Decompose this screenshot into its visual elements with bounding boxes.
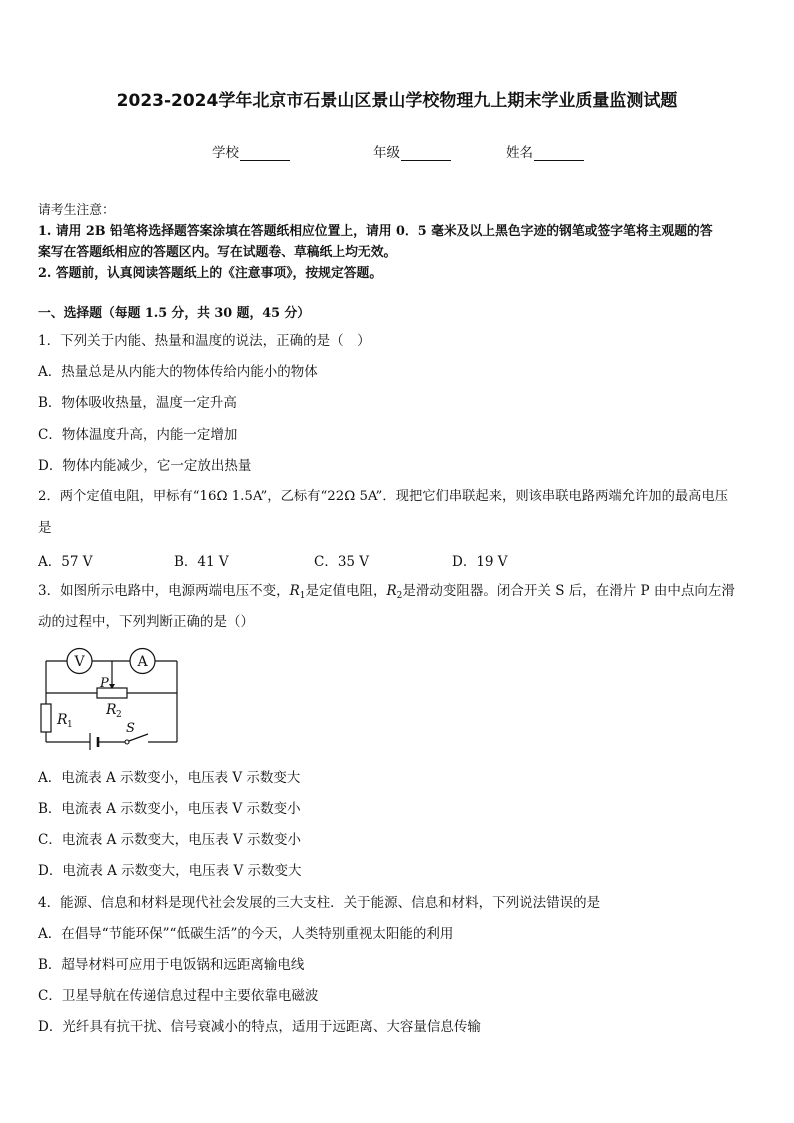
q3-r1-symbol: R bbox=[289, 583, 300, 599]
r2-subscript: 2 bbox=[116, 710, 122, 720]
circuit-diagram bbox=[38, 644, 184, 750]
q1-stem: 1．下列关于内能、热量和温度的说法，正确的是（ ） bbox=[38, 333, 371, 349]
q4-stem: 4．能源、信息和材料是现代社会发展的三大支柱．关于能源、信息和材料，下列说法错误的是 bbox=[38, 895, 601, 911]
notice-heading: 请考生注意： bbox=[38, 203, 115, 218]
q4-option-c: C．卫星导航在传递信息过程中主要依靠电磁波 bbox=[38, 988, 319, 1004]
q3-option-c: C．电流表 A 示数变大，电压表 V 示数变小 bbox=[38, 832, 301, 848]
q1-option-b: B．物体吸收热量，温度一定升高 bbox=[38, 395, 237, 411]
grade-label: 年级 bbox=[373, 145, 400, 161]
name-field bbox=[506, 141, 584, 161]
q3-stem-part-3: 是滑动变阻器。闭合开关 S 后，在滑片 P 由中点向左滑 bbox=[402, 583, 735, 599]
q4-option-a: A．在倡导“节能环保”“低碳生活”的今天，人类特别重视太阳能的利用 bbox=[38, 926, 454, 942]
school-field bbox=[212, 141, 290, 161]
q3-r2-subscript: 2 bbox=[396, 591, 403, 601]
resistor-r1-icon bbox=[41, 704, 51, 732]
q3-option-b: B．电流表 A 示数变小，电压表 V 示数变小 bbox=[38, 801, 301, 817]
slider-label: P bbox=[100, 676, 109, 691]
q3-r2-symbol: R bbox=[386, 583, 397, 599]
q2-stem-line-2: 是 bbox=[38, 520, 52, 536]
voltmeter-label: V bbox=[74, 654, 85, 670]
q2-stem-line-1: 2．两个定值电阻，甲标有“16Ω 1.5A”，乙标有“22Ω 5A”．现把它们串联起来，则该串联电路两端允许加的最高电压 bbox=[38, 489, 729, 504]
notice-item-1-line-1: 1. 请用 2B 铅笔将选择题答案涂填在答题纸相应位置上，请用 0．5 毫米及以上黑色字迹的钢笔或签字笔将主观题的答 bbox=[38, 224, 713, 239]
q3-stem-part-2: 是定值电阻， bbox=[305, 583, 387, 599]
q2-option-a: A．57 V bbox=[38, 554, 93, 570]
name-label: 姓名 bbox=[506, 145, 533, 161]
q2-option-d: D．19 V bbox=[452, 554, 508, 570]
q4-option-d: D．光纤具有抗干扰、信号衰减小的特点，适用于远距离、大容量信息传输 bbox=[38, 1019, 481, 1035]
q3-r1-subscript: 1 bbox=[299, 591, 306, 601]
q3-stem-line-1 bbox=[38, 582, 735, 605]
q1-option-d: D．物体内能减少，它一定放出热量 bbox=[38, 458, 252, 474]
q1-option-a: A．热量总是从内能大的物体传给内能小的物体 bbox=[38, 364, 318, 380]
q3-stem-part-1: 3．如图所示电路中，电源两端电压不变， bbox=[38, 583, 290, 599]
q4-option-b: B．超导材料可应用于电饭锅和远距离输电线 bbox=[38, 957, 305, 973]
exam-title: 2023-2024学年北京市石景山区景山学校物理九上期末学业质量监测试题 bbox=[116, 91, 678, 111]
q1-option-c: C．物体温度升高，内能一定增加 bbox=[38, 427, 238, 443]
switch-pivot-icon bbox=[125, 740, 129, 744]
school-label: 学校 bbox=[212, 145, 239, 161]
switch-label: S bbox=[126, 721, 135, 736]
r1-subscript: 1 bbox=[67, 720, 73, 730]
grade-field bbox=[373, 141, 451, 161]
q3-option-a: A．电流表 A 示数变小，电压表 V 示数变大 bbox=[38, 770, 301, 786]
ammeter-label: A bbox=[137, 654, 148, 670]
section-heading: 一、选择题（每题 1.5 分，共 30 题，45 分） bbox=[38, 306, 311, 321]
r2-label: R bbox=[106, 702, 117, 718]
notice-item-2: 2. 答题前，认真阅读答题纸上的《注意事项》，按规定答题。 bbox=[38, 266, 383, 281]
q2-option-b: B．41 V bbox=[174, 554, 229, 570]
r1-label: R bbox=[57, 712, 68, 728]
q2-option-c: C．35 V bbox=[314, 554, 370, 570]
q3-option-d: D．电流表 A 示数变大，电压表 V 示数变大 bbox=[38, 863, 302, 879]
notice-item-1-line-2: 案写在答题纸相应的答题区内。写在试题卷、草稿纸上均无效。 bbox=[38, 245, 397, 260]
q3-stem-line-2: 动的过程中，下列判断正确的是（） bbox=[38, 614, 254, 630]
name-blank bbox=[534, 147, 584, 161]
grade-blank bbox=[401, 147, 451, 161]
school-blank bbox=[240, 147, 290, 161]
